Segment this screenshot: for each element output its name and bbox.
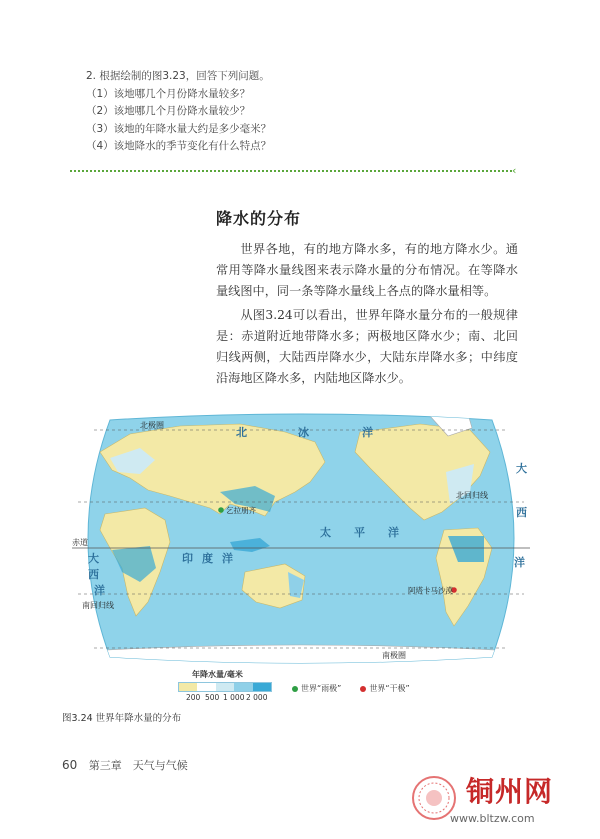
ocean-char: 平	[354, 526, 365, 539]
section-title: 降水的分布	[216, 209, 302, 228]
legend-swatch	[179, 683, 197, 691]
ocean-char: 太	[320, 526, 331, 539]
ocean-char: 大	[88, 552, 99, 565]
divider-end-icon: ‹	[512, 164, 517, 177]
ocean-char: 西	[516, 506, 527, 519]
legend-tick: 2 000	[246, 693, 268, 702]
question-item: （1）该地哪几个月份降水量较多？	[86, 87, 251, 100]
question-intro: 2. 根据绘制的图3.23，回答下列问题。	[86, 70, 270, 82]
legend-swatch	[216, 683, 234, 691]
ocean-char: 西	[88, 568, 99, 581]
ocean-char: 洋	[94, 584, 105, 597]
question-item: （3）该地的年降水量大约是多少毫米？	[86, 122, 272, 135]
map-svg	[70, 412, 532, 665]
chapter-title: 第三章 天气与气候	[88, 759, 188, 772]
legend-ticks	[178, 693, 278, 703]
figure-caption: 图3.24 世界年降水量的分布	[62, 713, 182, 724]
legend-swatch	[234, 683, 252, 691]
label-arctic-circle: 北极圈	[140, 421, 164, 430]
pole-legend	[292, 683, 410, 694]
legend-tick: 200	[186, 693, 201, 702]
label-driest: 阿塔卡马沙漠	[408, 586, 453, 595]
legend-swatch	[197, 683, 215, 691]
driest-legend-label: 世界“干极”	[369, 684, 410, 693]
driest-legend-icon	[360, 686, 366, 692]
page-footer	[62, 757, 188, 773]
ocean-char: 洋	[362, 426, 373, 439]
ocean-char: 冰	[298, 426, 309, 439]
dotted-divider	[70, 170, 512, 172]
ocean-char: 印	[182, 552, 193, 565]
legend-tick: 500	[205, 693, 220, 702]
label-tropic-cancer: 北回归线	[456, 491, 488, 500]
question-block	[86, 68, 506, 156]
ocean-char: 度	[202, 552, 213, 565]
ocean-char: 大	[516, 462, 527, 475]
wettest-legend-label: 世界“雨极”	[301, 684, 342, 693]
wettest-point-marker	[218, 507, 224, 513]
label-antarctic-circle: 南极圈	[382, 651, 406, 660]
legend-swatch	[253, 683, 271, 691]
question-item: （2）该地哪几个月份降水量较少？	[86, 105, 251, 117]
precipitation-legend	[178, 669, 278, 703]
page-number: 60	[62, 758, 78, 772]
section-paragraph: 世界各地，有的地方降水多，有的地方降水少。通常用等降水量线图来表示降水量的分布情况。在等降水量线图中，同一条等降水量线上各点的降水量相等。	[216, 242, 518, 298]
label-equator: 赤道	[72, 538, 88, 547]
wettest-legend-icon	[292, 686, 298, 692]
watermark-url: www.bltzw.com	[450, 812, 535, 825]
question-item: （4）该地降水的季节变化有什么特点？	[86, 140, 272, 152]
legend-title: 年降水量/毫米	[192, 670, 243, 679]
ocean-char: 洋	[388, 526, 399, 539]
ocean-char: 北	[236, 426, 247, 439]
section-paragraph: 从图3.24可以看出，世界年降水量分布的一般规律是：赤道附近地带降水多；两极地区降水少；南、北回归线两侧，大陆西岸降水少，大陆东岸降水多；中纬度沿海地区降水多，内陆地区降水少。	[216, 308, 518, 385]
ocean-char: 洋	[222, 552, 233, 565]
section-precipitation	[216, 206, 518, 392]
watermark-name: 铜州网	[466, 775, 554, 808]
label-tropic-capricorn: 南回归线	[82, 601, 114, 610]
world-precipitation-map	[70, 412, 532, 665]
ocean-char: 洋	[514, 556, 525, 569]
legend-color-bar	[178, 682, 272, 692]
label-wettest: 乞拉朋齐	[226, 506, 256, 515]
legend-tick: 1 000	[223, 693, 245, 702]
